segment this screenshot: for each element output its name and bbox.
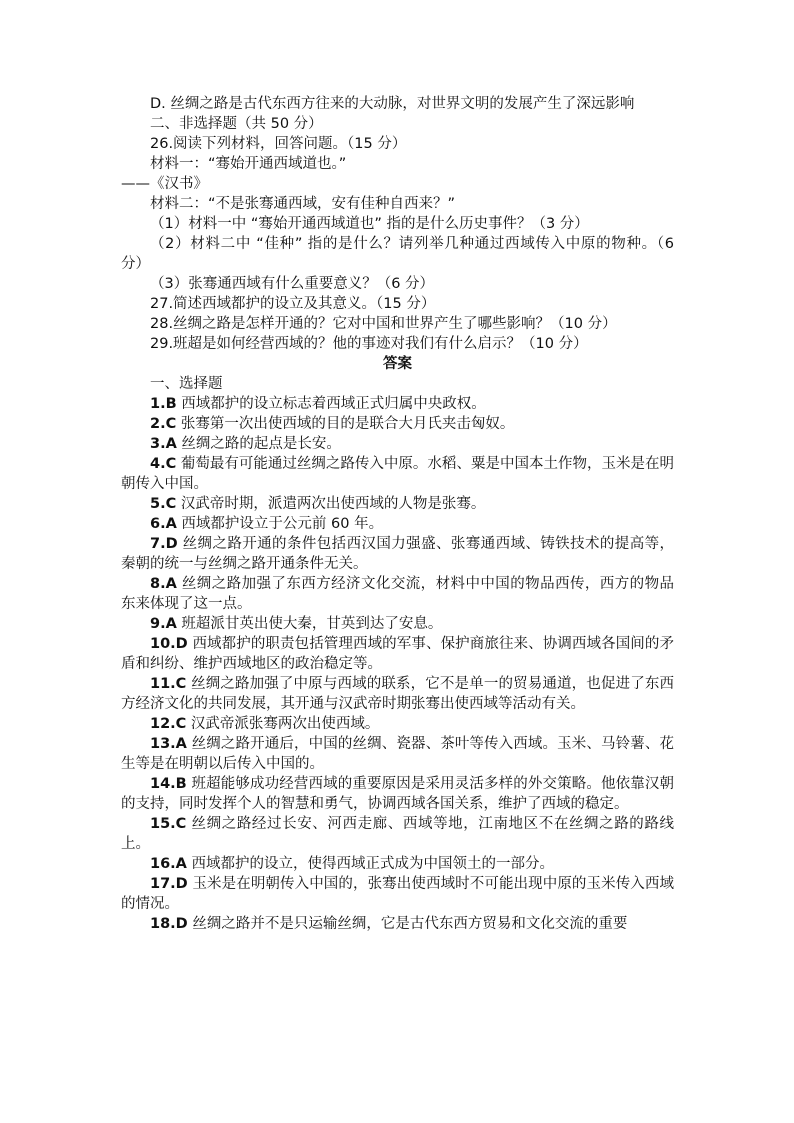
answer-number: 14.B: [150, 776, 187, 792]
answer-number: 13.A: [150, 736, 187, 752]
document-body: [121, 94, 674, 934]
answer-text: 汉武帝派张骞两次出使西域。: [186, 716, 380, 732]
answer-text: 丝绸之路加强了东西方经济文化交流，材料中中国的物品西传，西方的物品东来体现了这一点。: [121, 576, 674, 612]
answer-number: 16.A: [150, 856, 187, 872]
answer-text: 西域都护的设立，使得西域正式成为中国领土的一部分。: [186, 856, 555, 872]
section-one-heading: 一、选择题: [150, 376, 223, 392]
answer-item: [121, 854, 674, 874]
answer-number: 9.A: [150, 616, 177, 632]
answer-text: 丝绸之路加强了中原与西域的联系，它不是单一的贸易通道，也促进了东西方经济文化的共同发展，其开通与汉武帝时期张骞出使西域等活动有关。: [121, 676, 674, 712]
answer-item: [121, 874, 674, 914]
answer-text: 丝绸之路经过长安、河西走廊、西域等地，江南地区不在丝绸之路的路线上。: [121, 816, 674, 852]
answer-item: [121, 434, 674, 454]
material-one: 材料一：“骞始开通西域道也。”: [150, 156, 347, 172]
answer-item: [121, 914, 674, 934]
question-26-part-1: （1）材料一中 “骞始开通西域道也” 指的是什么历史事件？（3 分）: [150, 216, 589, 232]
answer-item: [121, 734, 674, 774]
answer-item: [121, 614, 674, 634]
answer-text: 西域都护设立于公元前 60 年。: [176, 516, 384, 532]
answer-number: 1.B: [150, 396, 177, 412]
answer-text: 丝绸之路的起点是长安。: [176, 436, 341, 452]
answer-text: 丝绸之路开通后，中国的丝绸、瓷器、茶叶等传入西域。玉米、马铃薯、花生等是在明朝以后传入中国的。: [121, 736, 674, 772]
answer-text: 丝绸之路并不是只运输丝绸，它是古代东西方贸易和文化交流的重要: [187, 916, 628, 932]
answer-item: [121, 714, 674, 734]
answer-number: 3.A: [150, 436, 177, 452]
answer-text: 西域都护的职责包括管理西域的军事、保护商旅往来、协调西域各国间的矛盾和纠纷、维护西域地区的政治稳定等。: [121, 636, 674, 672]
section-two-heading: 二、非选择题（共 50 分）: [150, 116, 323, 132]
answer-item: [121, 414, 674, 434]
answer-number: 17.D: [150, 876, 188, 892]
answer-text: 张骞第一次出使西域的目的是联合大月氏夹击匈奴。: [176, 416, 515, 432]
question-26-part-2: （2）材料二中 “佳种” 指的是什么？请列举几种通过西域传入中原的物种。（6 分）: [121, 236, 674, 272]
answer-item: [121, 494, 674, 514]
answer-item: [121, 814, 674, 854]
answer-number: 7.D: [150, 536, 178, 552]
answer-number: 2.C: [150, 416, 177, 432]
answer-text: 葡萄最有可能通过丝绸之路传入中原。水稻、粟是中国本土作物，玉米是在明朝传入中国。: [121, 456, 674, 492]
answer-text: 玉米是在明朝传入中国的，张骞出使西域时不可能出现中原的玉米传入西域的情况。: [121, 876, 674, 912]
answer-number: 11.C: [150, 676, 187, 692]
answer-number: 8.A: [150, 576, 177, 592]
answer-number: 5.C: [150, 496, 177, 512]
material-one-source: ——《汉书》: [121, 176, 208, 192]
question-27: 27.简述西域都护的设立及其意义。（15 分）: [150, 296, 436, 312]
answer-heading: 答案: [383, 356, 412, 372]
answer-number: 4.C: [150, 456, 177, 472]
option-d-line: D. 丝绸之路是古代东西方往来的大动脉，对世界文明的发展产生了深远影响: [150, 96, 635, 112]
answer-number: 10.D: [150, 636, 188, 652]
question-26-part-3: （3）张骞通西域有什么重要意义？（6 分）: [150, 276, 435, 292]
answer-item: [121, 454, 674, 494]
answer-number: 6.A: [150, 516, 177, 532]
answer-text: 汉武帝时期，派遣两次出使西域的人物是张骞。: [176, 496, 486, 512]
question-29: 29.班超是如何经营西域的？他的事迹对我们有什么启示？（10 分）: [150, 336, 588, 352]
material-two: 材料二：“不是张骞通西域，安有佳种自西来？”: [150, 196, 456, 212]
answer-number: 15.C: [150, 816, 187, 832]
answer-item: [121, 774, 674, 814]
question-26: 26.阅读下列材料，回答问题。（15 分）: [150, 136, 407, 152]
answer-text: 班超派甘英出使大秦，甘英到达了安息。: [176, 616, 443, 632]
answer-item: [121, 394, 674, 414]
answer-item: [121, 514, 674, 534]
question-28: 28.丝绸之路是怎样开通的？它对中国和世界产生了哪些影响？（10 分）: [150, 316, 617, 332]
answer-text: 丝绸之路开通的条件包括西汉国力强盛、张骞通西域、铸铁技术的提高等，秦朝的统一与丝绸之路开通条件无关。: [121, 536, 674, 572]
answer-number: 18.D: [150, 916, 188, 932]
answer-item: [121, 574, 674, 614]
answer-text: 班超能够成功经营西域的重要原因是采用灵活多样的外交策略。他依靠汉朝的支持，同时发挥个人的智慧和勇气，协调西域各国关系，维护了西域的稳定。: [121, 776, 674, 812]
answer-number: 12.C: [150, 716, 187, 732]
answer-item: [121, 534, 674, 574]
answer-item: [121, 674, 674, 714]
answer-item: [121, 634, 674, 674]
answer-text: 西域都护的设立标志着西域正式归属中央政权。: [176, 396, 486, 412]
